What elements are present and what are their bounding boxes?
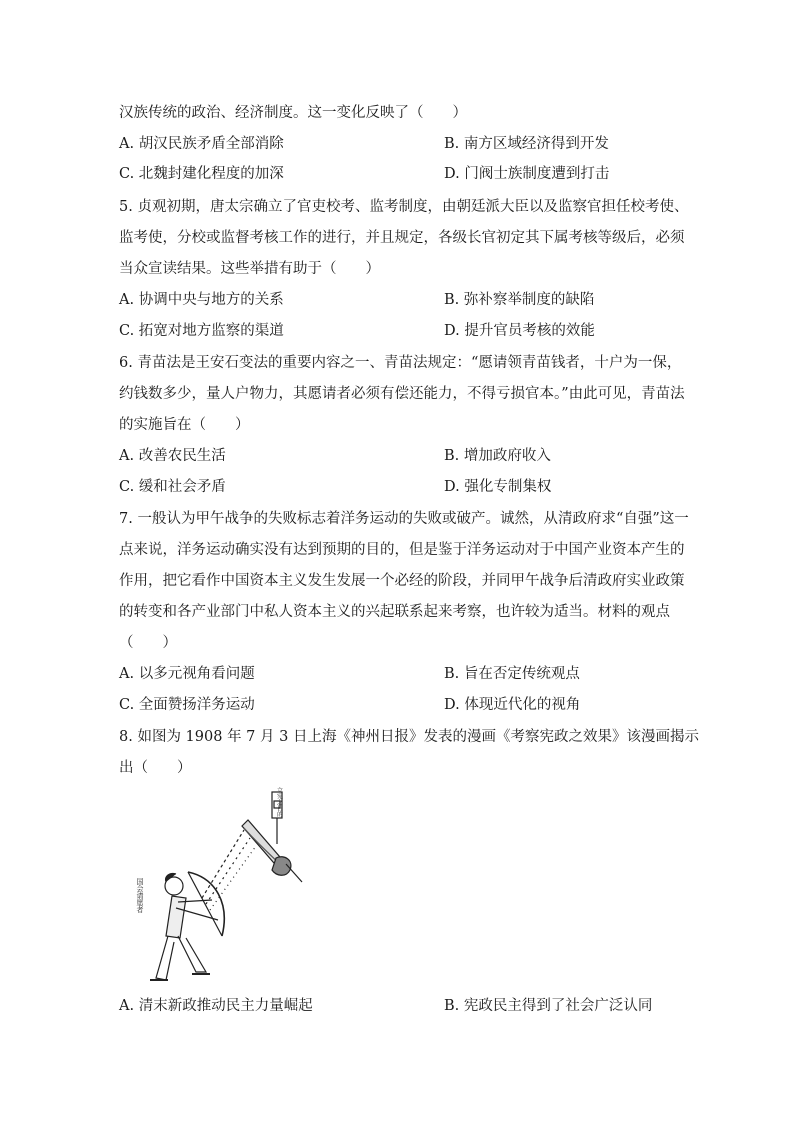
q5-option-c[interactable]: C. 拓宽对地方监察的渠道 <box>119 323 284 339</box>
q5-option-a[interactable]: A. 协调中央与地方的关系 <box>119 292 284 308</box>
q4-option-a[interactable]: A. 胡汉民族矛盾全部消除 <box>119 136 284 152</box>
q7-option-c[interactable]: C. 全面赞扬洋务运动 <box>119 697 255 713</box>
q7-option-b[interactable]: B. 旨在否定传统观点 <box>444 666 580 682</box>
q7-option-d[interactable]: D. 体现近代化的视角 <box>444 697 581 713</box>
cartoon-target-label: 立宪之目的 <box>275 787 283 817</box>
cartoon-illustration <box>126 786 316 986</box>
q8-option-a[interactable]: A. 清末新政推动民主力量崛起 <box>119 998 313 1014</box>
q8-stem-line: 出（ ） <box>119 760 192 776</box>
cartoon-archer-label: 国会请愿者 <box>136 878 144 913</box>
q6-stem-line: 约钱数多少，量人户物力，其愿请者必须有偿还能力，不得亏损官本。”由此可见，青苗法 <box>119 386 685 402</box>
q5-option-d[interactable]: D. 提升官员考核的效能 <box>444 323 595 339</box>
q6-option-b[interactable]: B. 增加政府收入 <box>444 448 551 464</box>
q6-option-a[interactable]: A. 改善农民生活 <box>119 448 226 464</box>
q5-stem-line: 5. 贞观初期，唐太宗确立了官吏校考、监考制度，由朝廷派大臣以及监察官担任校考使、 <box>119 199 689 215</box>
q7-stem-line: 的转变和各产业部门中私人资本主义的兴起联系起来考察，也许较为适当。材料的观点 <box>119 604 670 620</box>
q5-stem-line: 监考使，分校或监督考核工作的进行，并且规定，各级长官初定其下属考核等级后，必须 <box>119 230 685 246</box>
q4-stem-tail: 汉族传统的政治、经济制度。这一变化反映了（ ） <box>119 105 467 121</box>
q6-option-d[interactable]: D. 强化专制集权 <box>444 479 552 495</box>
q7-stem-line: 点来说，洋务运动确实没有达到预期的目的，但是鉴于洋务运动对于中国产业资本产生的 <box>119 542 685 558</box>
q6-stem-line: 的实施旨在（ ） <box>119 417 250 433</box>
q5-option-b[interactable]: B. 弥补察举制度的缺陷 <box>444 292 595 308</box>
q8-stem-line: 8. 如图为 1908 年 7 月 3 日上海《神州日报》发表的漫画《考察宪政之效果》该漫画揭示 <box>119 729 699 745</box>
q6-stem-line: 6. 青苗法是王安石变法的重要内容之一、青苗法规定：“愿请领青苗钱者，十户为一保， <box>119 355 682 371</box>
q7-stem-line: （ ） <box>119 635 177 651</box>
q6-option-c[interactable]: C. 缓和社会矛盾 <box>119 479 226 495</box>
q7-stem-line: 作用，把它看作中国资本主义发生发展一个必经的阶段，并同甲午战争后清政府实业政策 <box>119 573 685 589</box>
q8-option-b[interactable]: B. 宪政民主得到了社会广泛认同 <box>444 998 653 1014</box>
q7-option-a[interactable]: A. 以多元视角看问题 <box>119 666 255 682</box>
q4-option-d[interactable]: D. 门阀士族制度遭到打击 <box>444 166 610 182</box>
q5-stem-line: 当众宣读结果。这些举措有助于（ ） <box>119 261 380 277</box>
q7-stem-line: 7. 一般认为甲午战争的失败标志着洋务运动的失败或破产。诚然，从清政府求“自强”这一 <box>119 511 689 527</box>
q4-option-c[interactable]: C. 北魏封建化程度的加深 <box>119 166 284 182</box>
q4-option-b[interactable]: B. 南方区域经济得到开发 <box>444 136 609 152</box>
